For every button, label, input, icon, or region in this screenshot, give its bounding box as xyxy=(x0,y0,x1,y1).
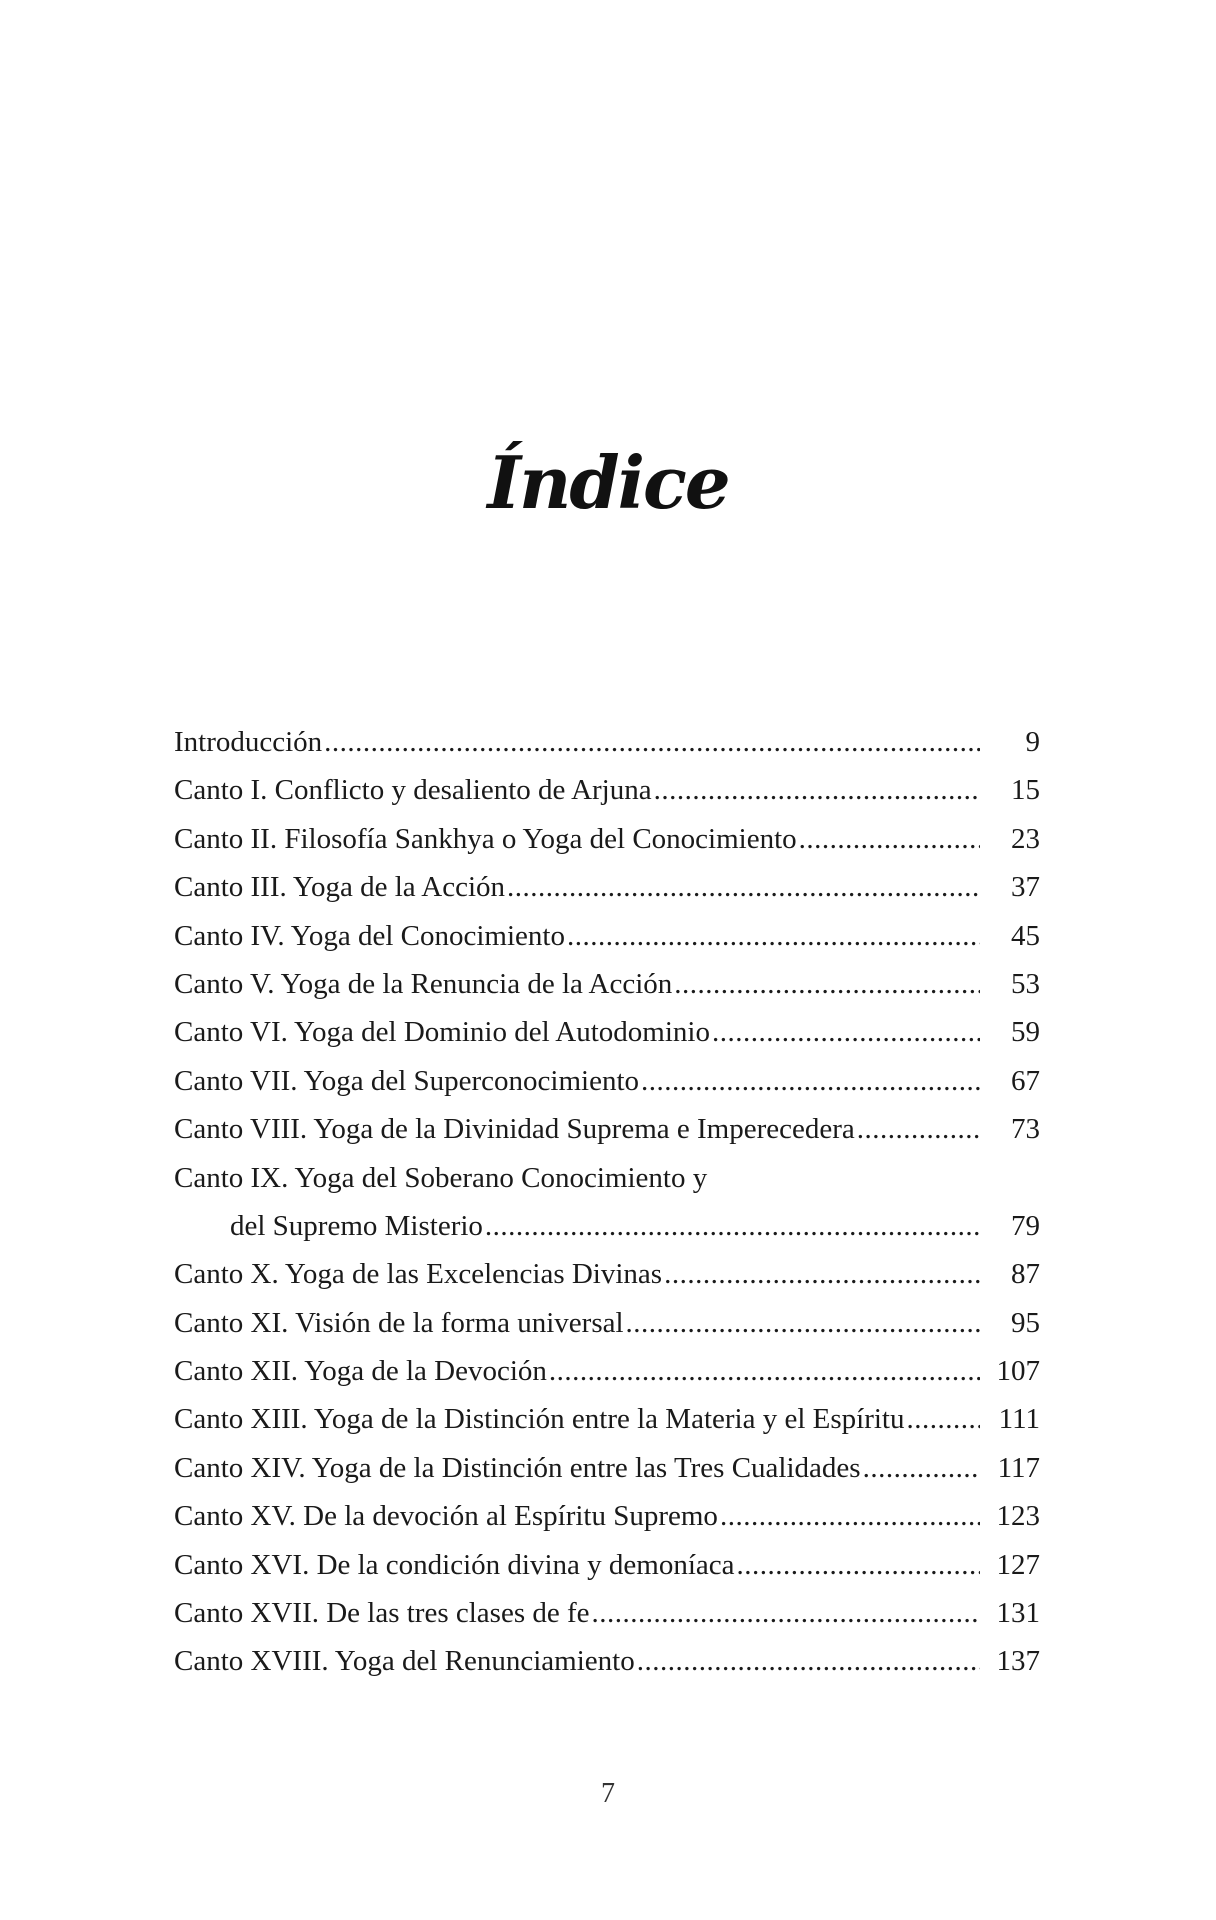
toc-entry-title: Introducción xyxy=(174,726,323,758)
toc-entry-page: 123 xyxy=(996,1500,1040,1533)
page-title: Índice xyxy=(487,440,729,525)
dot-leader xyxy=(664,1250,980,1298)
toc-entry xyxy=(174,1105,1040,1153)
toc-entry-page: 107 xyxy=(996,1355,1040,1388)
toc-entry-title-continuation: del Supremo Misterio xyxy=(230,1209,483,1242)
dot-leader xyxy=(626,1299,980,1347)
toc-entry-page: 117 xyxy=(997,1451,1040,1484)
dot-leader xyxy=(720,1492,980,1540)
dot-leader xyxy=(641,1057,980,1105)
dot-leader xyxy=(654,766,980,814)
toc-entry-title: Canto II. Filosofía Sankhya o Yoga del Conocimiento xyxy=(174,822,797,855)
toc-entry xyxy=(174,960,1040,1008)
toc-entry-page: 137 xyxy=(996,1645,1040,1678)
toc-entry-continuation xyxy=(174,1202,1040,1250)
dot-leader xyxy=(324,718,980,766)
dot-leader xyxy=(549,1347,980,1395)
toc-entry-page: 53 xyxy=(1011,967,1040,1000)
toc-entry-title: Canto XIV. Yoga de la Distinción entre las Tres Cualidades xyxy=(174,1451,861,1484)
dot-leader xyxy=(592,1589,980,1637)
toc-entry-title: Canto XVIII. Yoga del Renunciamiento xyxy=(174,1645,635,1678)
toc-entry xyxy=(174,1589,1040,1637)
toc-entry xyxy=(174,1299,1040,1347)
toc-entry xyxy=(174,1250,1040,1298)
toc-entry-page: 45 xyxy=(1011,919,1040,952)
dot-leader xyxy=(637,1637,980,1685)
dot-leader xyxy=(737,1541,980,1589)
dot-leader xyxy=(857,1105,980,1153)
toc-entry-title: Canto VII. Yoga del Superconocimiento xyxy=(174,1064,640,1097)
toc-entry xyxy=(174,718,1040,766)
toc-entry-title: Canto XVI. De la condición divina y demoníaca xyxy=(174,1548,735,1581)
toc-entry-page: 73 xyxy=(1011,1113,1040,1146)
toc-entry xyxy=(174,1637,1040,1685)
dot-leader xyxy=(485,1202,980,1250)
toc-entry xyxy=(174,1444,1040,1492)
toc-entry-title: Canto XV. De la devoción al Espíritu Supremo xyxy=(174,1500,718,1533)
toc-entry xyxy=(174,1347,1040,1395)
toc-entry-title: Canto III. Yoga de la Acción xyxy=(174,871,506,904)
toc-entry-title: Canto XII. Yoga de la Devoción xyxy=(174,1355,547,1388)
toc-entry-page: 87 xyxy=(1011,1258,1040,1291)
toc-entry-page: 111 xyxy=(998,1403,1040,1436)
toc-entry xyxy=(174,1492,1040,1540)
toc-entry xyxy=(174,1057,1040,1105)
toc-entry xyxy=(174,766,1040,814)
dot-leader xyxy=(507,863,980,911)
toc-entry xyxy=(174,912,1040,960)
toc-entry-title: Canto I. Conflicto y desaliento de Arjuna xyxy=(174,774,652,807)
toc-entry-page: 127 xyxy=(996,1548,1040,1581)
dot-leader xyxy=(906,1395,980,1443)
toc-entry-title: Canto IV. Yoga del Conocimiento xyxy=(174,919,565,952)
toc-entry-page: 95 xyxy=(1011,1306,1040,1339)
dot-leader xyxy=(674,960,980,1008)
toc-entry-title: Canto XVII. De las tres clases de fe xyxy=(174,1597,590,1630)
toc-entry xyxy=(174,863,1040,911)
toc-entry-page: 59 xyxy=(1011,1016,1040,1049)
toc-entry xyxy=(174,1008,1040,1056)
toc-entry xyxy=(174,815,1040,863)
dot-leader xyxy=(567,912,980,960)
dot-leader xyxy=(863,1444,980,1492)
toc-entry xyxy=(174,1154,1040,1202)
toc-entry-title: Canto X. Yoga de las Excelencias Divinas xyxy=(174,1258,663,1291)
toc-entry-page: 23 xyxy=(1011,822,1040,855)
toc-entry-page: 9 xyxy=(1025,726,1040,758)
page-number: 7 xyxy=(601,1778,615,1809)
toc-entry-page: 67 xyxy=(1011,1064,1040,1097)
toc-entry-page: 37 xyxy=(1011,871,1040,904)
toc-entry-title: Canto VIII. Yoga de la Divinidad Suprema e Imperecedera xyxy=(174,1113,855,1146)
dot-leader xyxy=(799,815,980,863)
toc-entry-title: Canto V. Yoga de la Renuncia de la Acción xyxy=(174,967,673,1000)
dot-leader xyxy=(712,1008,980,1056)
toc-entry-title: Canto IX. Yoga del Soberano Conocimiento y xyxy=(174,1161,708,1194)
toc-entry-page: 79 xyxy=(1011,1209,1040,1242)
toc-entry-page: 131 xyxy=(996,1597,1040,1630)
table-of-contents xyxy=(174,718,1040,1686)
toc-entry-title: Canto VI. Yoga del Dominio del Autodominio xyxy=(174,1016,710,1049)
toc-entry-title: Canto XI. Visión de la forma universal xyxy=(174,1306,624,1339)
toc-entry-page: 15 xyxy=(1011,774,1040,807)
toc-entry-title: Canto XIII. Yoga de la Distinción entre la Materia y el Espíritu xyxy=(174,1403,905,1436)
toc-entry xyxy=(174,1395,1040,1443)
toc-entry xyxy=(174,1541,1040,1589)
